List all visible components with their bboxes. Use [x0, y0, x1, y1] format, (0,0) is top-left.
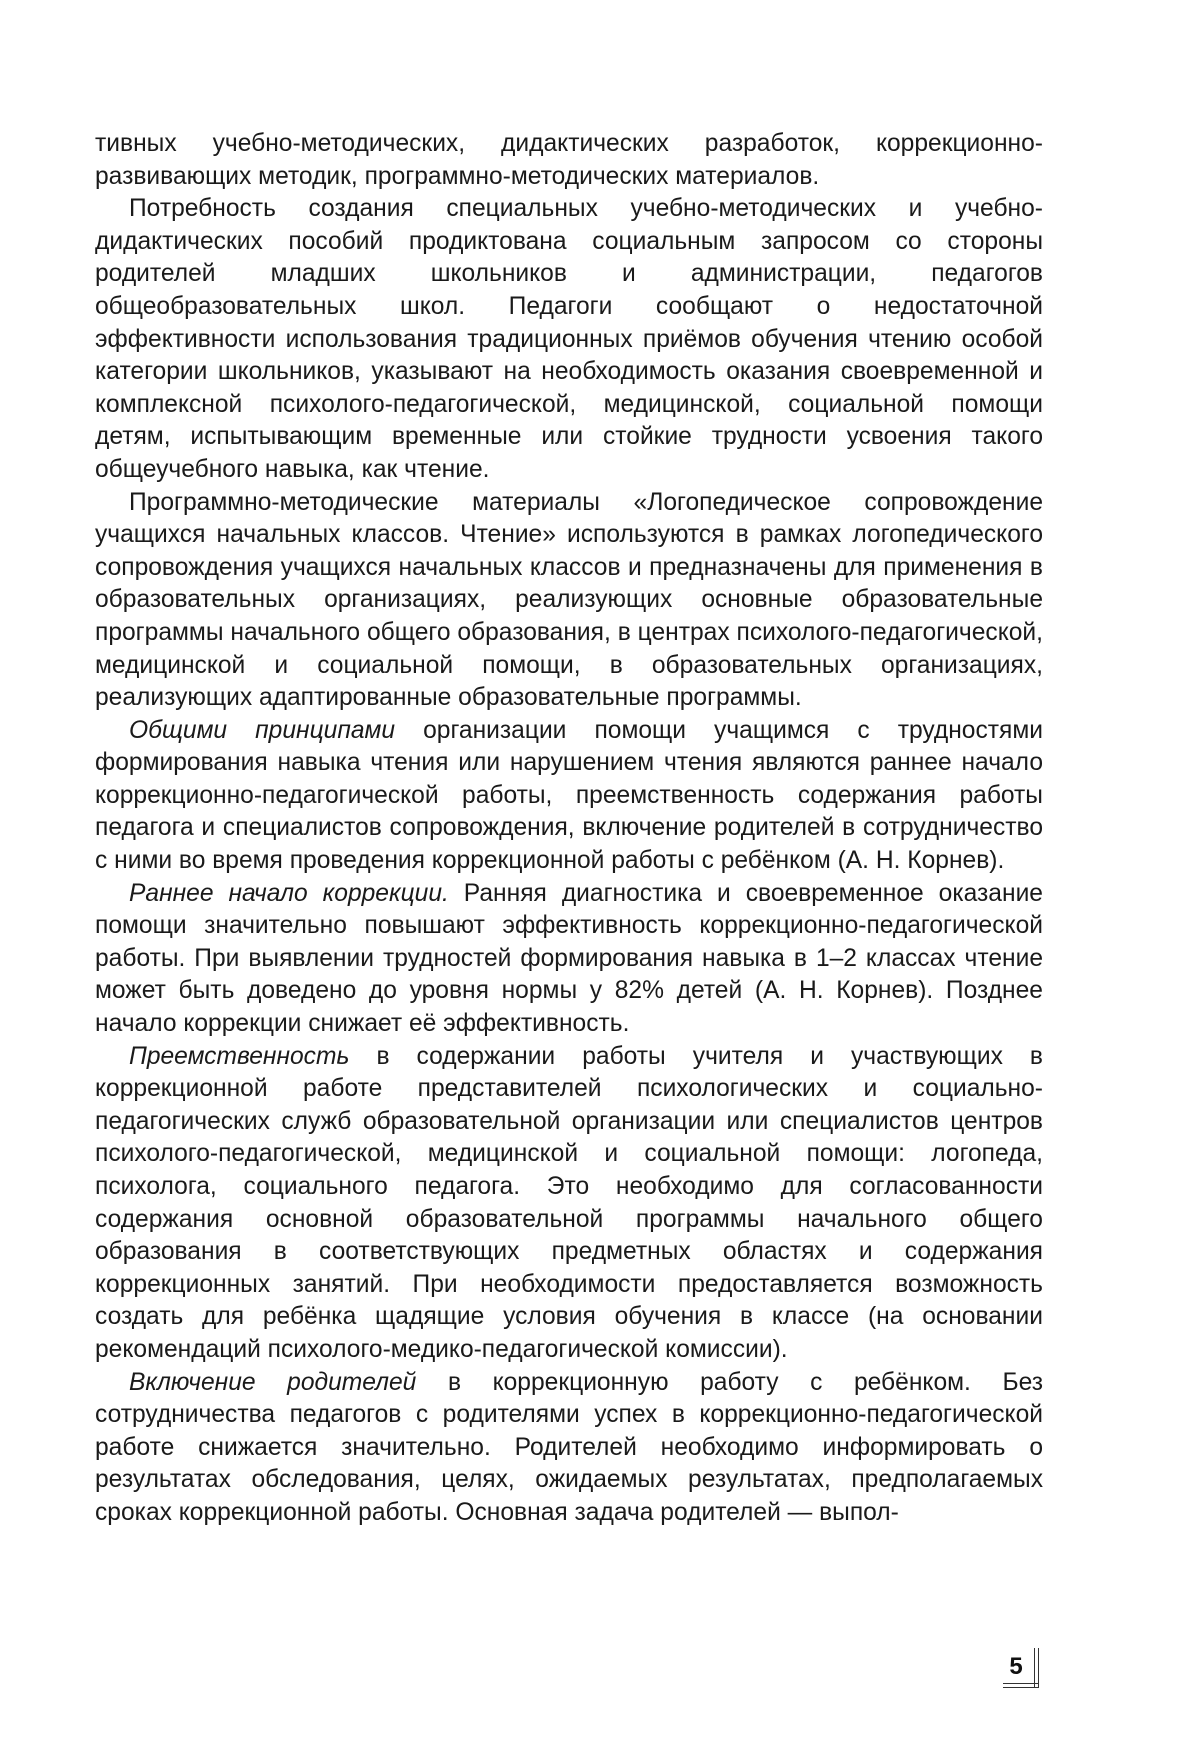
paragraph-5-lead: Раннее начало коррекции.: [129, 879, 449, 907]
page-number: 5: [1009, 1653, 1023, 1680]
page-number-frame-right-rule: [1034, 1648, 1039, 1688]
paragraph-2-text: Потребность создания специальных учебно-методических и учебно-дидактических пособий продиктована социальным запросом со стороны родителей младших школьников и администрации, педагогов общеобразовательных школ. Педагоги сообщают о недостаточной эффективности использования традиционных приёмов обучения чтению особой категории школьников, указывают на необходимость оказания своевременной и комплексной психолого-педагогической, медицинской, социальной помощи детям, испытывающим временные или стойкие трудности усвоения такого общеучебного навыка, как чтение.: [95, 195, 1043, 483]
paragraph-2: [95, 193, 1043, 486]
paragraph-1-text: тивных учебно-методических, дидактических разработок, коррекционно-развивающих методик, программно-методических материалов.: [95, 130, 1043, 190]
paragraph-4-lead: Общими принципами: [129, 716, 396, 744]
paragraph-3: [95, 487, 1043, 715]
paragraph-7: [95, 1367, 1043, 1530]
paragraph-3-text: Программно-методические материалы «Логопедическое сопровождение учащихся начальных классов. Чтение» используются в рамках логопедического сопровождения учащихся начальных классов и предназначены для применения в образовательных организациях, реализующих основные образовательные программы начального общего образования, в центрах психолого-педагогической, медицинской и социальной помощи, в образовательных организациях, реализующих адаптированные образовательные программы.: [95, 488, 1043, 712]
paragraph-6-text: в содержании работы учителя и участвующих в коррекционной работе представителей психологических и социально-педагогических служб образовательной организации или специалистов центров психолого-педагогической, медицинской и социальной помощи: логопеда, психолога, социального педагога. Это необходимо для согласованности содержания основной образовательной программы начального общего образования в соответствующих предметных областях и содержания коррекционных занятий. При необходимости предоставляется возможность создать для ребёнка щадящие условия обучения в классе (на основании рекомендаций психолого-медико-педагогической комиссии).: [95, 1042, 1043, 1363]
paragraph-5: [95, 878, 1043, 1041]
body-text: [95, 128, 1043, 1530]
paragraph-7-text: в коррекционную работу с ребёнком. Без сотрудничества педагогов с родителями успех в коррекционно-педагогической работе снижается значительно. Родителей необходимо информировать о результатах обследования, целях, ожидаемых результатах, предполагаемых сроках коррекционной работы. Основная задача родителей — выпол-: [95, 1368, 1043, 1526]
paragraph-1: [95, 128, 1043, 193]
paragraph-5-text: Ранняя диагностика и своевременное оказание помощи значительно повышают эффективность коррекционно-педагогической работы. При выявлении трудностей формирования навыка в 1–2 классах чтение может быть доведено до уровня нормы у 82% детей (А. Н. Корнев). Позднее начало коррекции снижает её эффективность.: [95, 879, 1043, 1038]
paragraph-4: [95, 715, 1043, 878]
paragraph-7-lead: Включение родителей: [129, 1368, 417, 1396]
paragraph-6: [95, 1041, 1043, 1367]
paragraph-4-text: организации помощи учащимся с трудностями формирования навыка чтения или нарушением чтения являются раннее начало коррекционно-педагогической работы, преемственность содержания работы педагога и специалистов сопровождения, включение родителей в сотрудничество с ними во время проведения коррекционной работы с ребёнком (А. Н. Корнев).: [95, 716, 1043, 875]
paragraph-6-lead: Преемственность: [129, 1042, 350, 1070]
